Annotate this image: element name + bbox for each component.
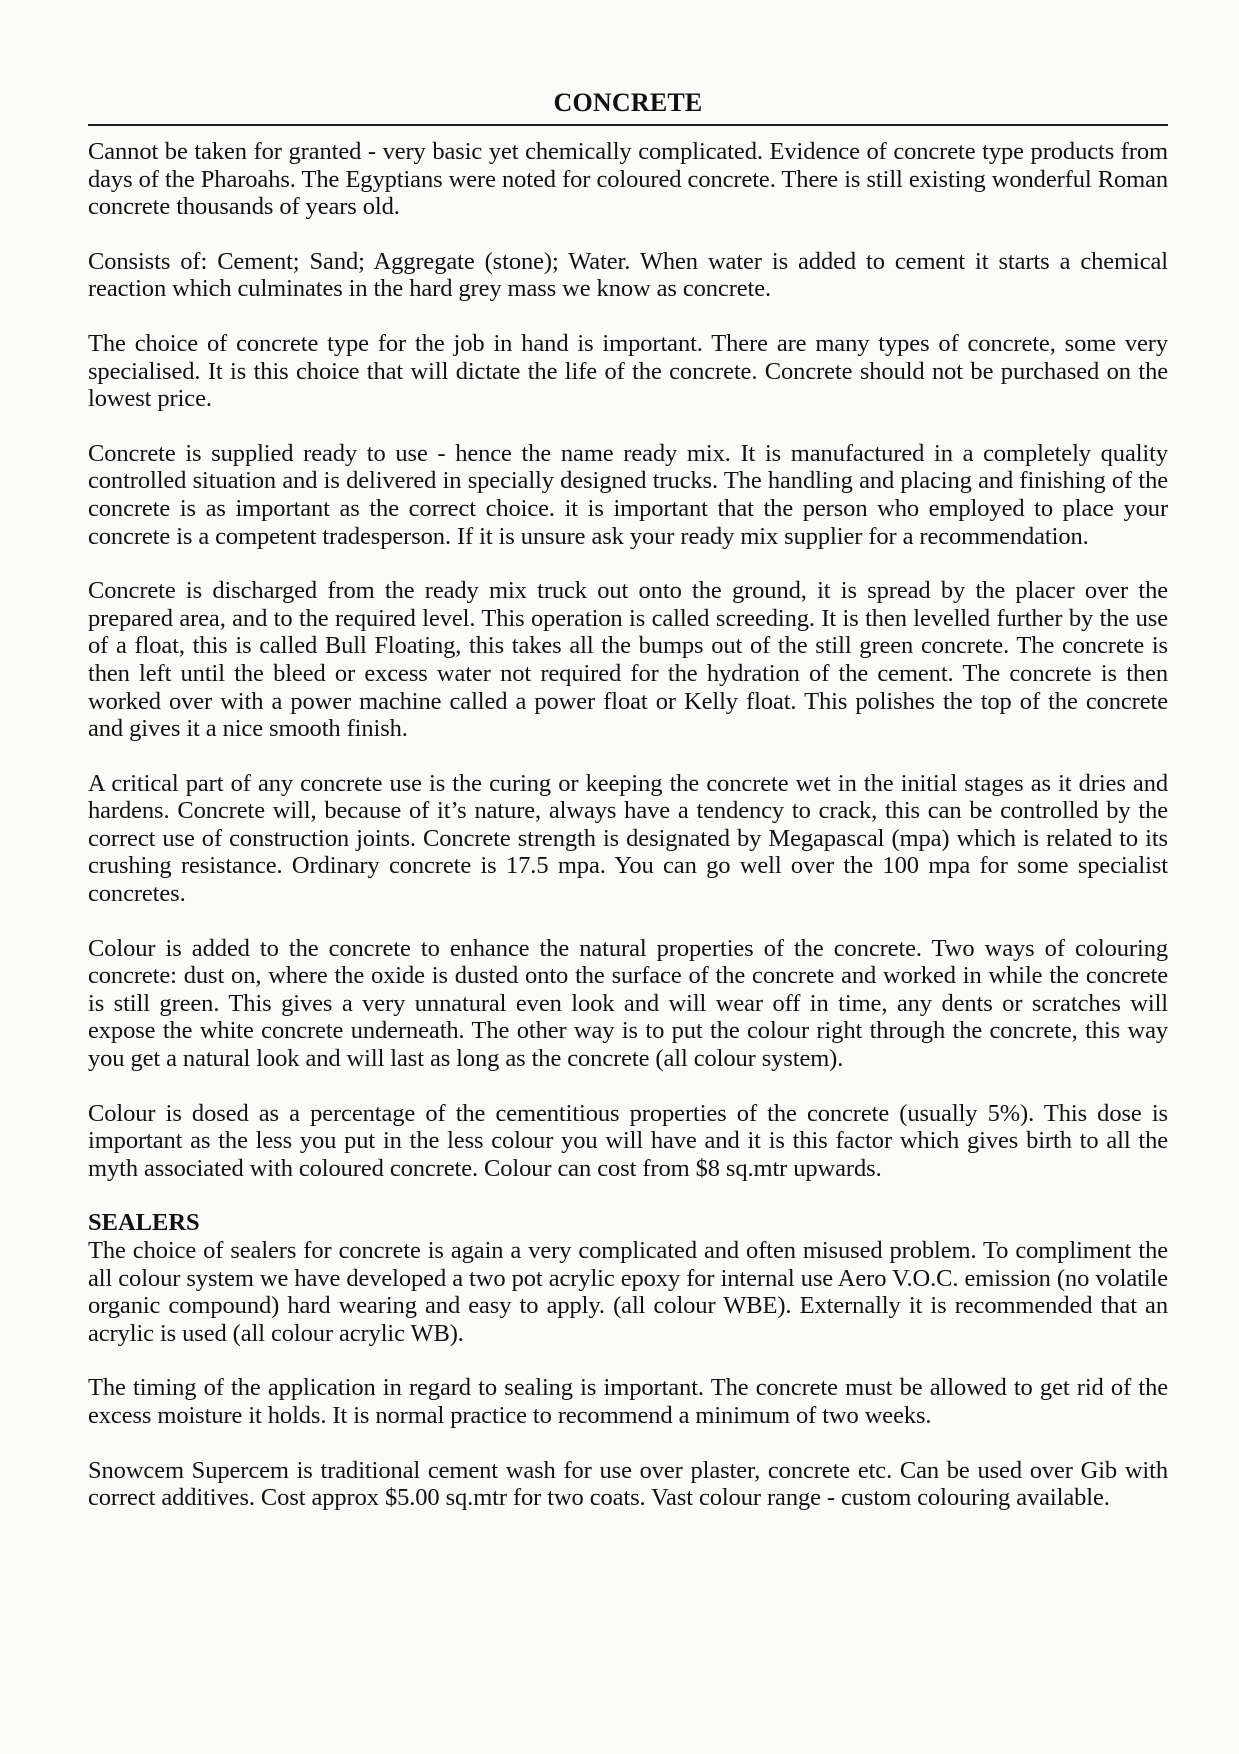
paragraph-sealer-choice: The choice of sealers for concrete is again a very complicated and often misused problem. To compliment the all colour system we have developed a two pot acrylic epoxy for internal use Aero V.O.C. emission (no volatile organic compound) hard wearing and easy to apply. (all colour WBE). Externally it is recommended that an acrylic is used (all colour acrylic WB). (88, 1237, 1168, 1347)
document-page (88, 86, 1168, 1539)
paragraph-ready-mix: Concrete is supplied ready to use - hence the name ready mix. It is manufactured in a completely quality controlled situation and is delivered in specially designed trucks. The handling and placing and finishing of the concrete is as important as the correct choice. it is important that the person who employed to place your concrete is a competent tradesperson. If it is unsure ask your ready mix supplier for a recommendation. (88, 439, 1168, 550)
paragraph-composition: Consists of: Cement; Sand; Aggregate (stone); Water. When water is added to cement it starts a chemical reaction which culminates in the hard grey mass we know as concrete. (88, 247, 1168, 303)
sealers-heading: SEALERS (88, 1209, 200, 1237)
paragraph-placing: Concrete is discharged from the ready mix truck out onto the ground, it is spread by the placer over the prepared area, and to the required level. This operation is called screeding. It is then levelled further by the use of a float, this is called Bull Floating, this takes all the bumps out of the still green concrete. The concrete is then left until the bleed or excess water not required for the hydration of the cement. The concrete is then worked over with a power machine called a power float or Kelly float. This polishes the top of the concrete and gives it a nice smooth finish. (88, 577, 1168, 743)
paragraph-history: Cannot be taken for granted - very basic yet chemically complicated. Evidence of concrete type products from days of the Pharoahs. The Egyptians were noted for coloured concrete. There is still existing wonderful Roman concrete thousands of years old. (88, 138, 1168, 221)
paragraph-curing: A critical part of any concrete use is the curing or keeping the concrete wet in the initial stages as it dries and hardens. Concrete will, because of it’s nature, always have a tendency to crack, this can be controlled by the correct use of construction joints. Concrete strength is designated by Megapascal (mpa) which is related to its crushing resistance. Ordinary concrete is 17.5 mpa. You can go well over the 100 mpa for some specialist concretes. (88, 769, 1168, 908)
page-title: CONCRETE (88, 86, 1168, 126)
paragraph-colour-methods: Colour is added to the concrete to enhance the natural properties of the concrete. Two ways of colouring concrete: dust on, where the oxide is dusted onto the surface of the concrete and worked in while the concrete is still green. This gives a very unnatural even look and will wear off in time, any dents or scratches will expose the white concrete underneath. The other way is to put the colour right through the concrete, this way you get a natural look and will last as long as the concrete (all colour system). (88, 934, 1168, 1073)
paragraph-snowcem: Snowcem Supercem is traditional cement wash for use over plaster, concrete etc. Can be used over Gib with correct additives. Cost approx $5.00 sq.mtr for two coats. Vast colour range - custom colouring available. (88, 1456, 1168, 1512)
paragraph-choice: The choice of concrete type for the job in hand is important. There are many types of concrete, some very specialised. It is this choice that will dictate the life of the concrete. Concrete should not be purchased on the lowest price. (88, 329, 1168, 413)
paragraph-sealer-timing: The timing of the application in regard to sealing is important. The concrete must be allowed to get rid of the excess moisture it holds. It is normal practice to recommend a minimum of two weeks. (88, 1374, 1168, 1429)
paragraph-colour-dosing: Colour is dosed as a percentage of the cementitious properties of the concrete (usually 5%). This dose is important as the less you put in the less colour you will have and it is this factor which gives birth to all the myth associated with coloured concrete. Colour can cost from $8 sq.mtr upwards. (88, 1099, 1168, 1182)
